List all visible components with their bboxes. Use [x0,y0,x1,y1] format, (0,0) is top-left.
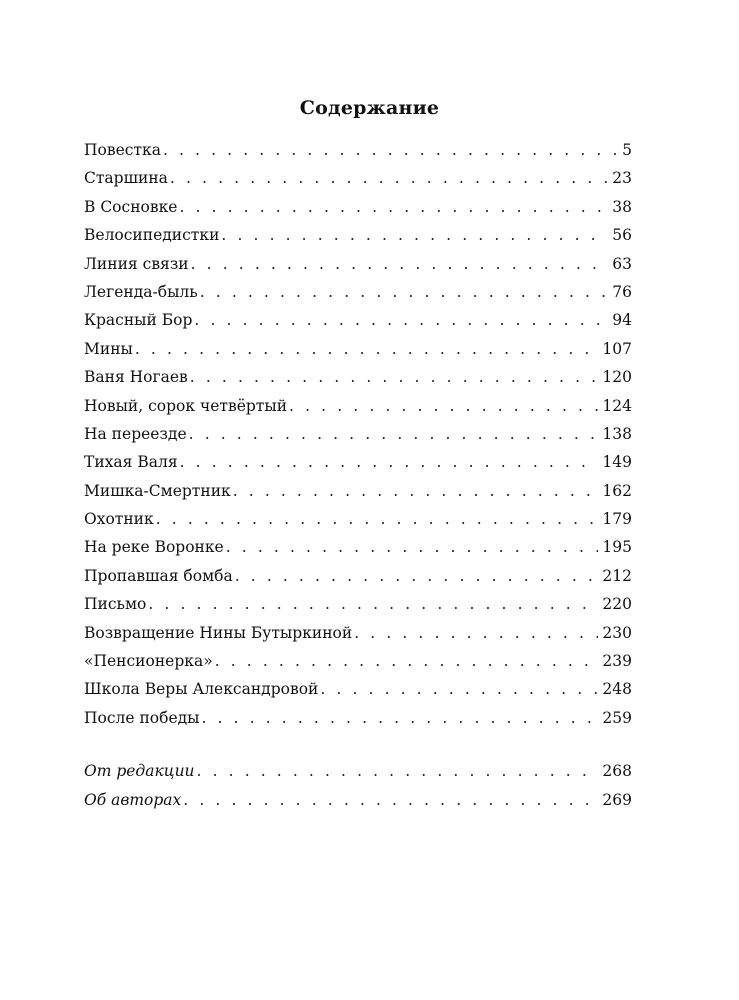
toc-entry [84,675,632,703]
dot-leader [197,757,599,785]
toc-entry [84,562,632,590]
toc-entry-page: 63 [612,254,632,273]
dot-leader [194,306,608,334]
dot-leader [202,704,599,732]
toc-entry-title: Об авторах [84,790,182,809]
dot-leader [135,335,599,363]
dot-leader [189,420,599,448]
dot-leader [190,363,599,391]
toc-entry [84,619,632,647]
toc-entry-title: На реке Воронке [84,538,224,557]
dot-leader [215,647,599,675]
toc-entry-title: Старшина [84,169,168,188]
dot-leader [200,278,609,306]
toc-entry-page: 107 [602,339,632,358]
toc-appendix-entry [84,786,632,814]
page-title: Содержание [299,97,440,119]
toc-entry-page: 120 [602,368,632,387]
dot-leader [191,250,609,278]
toc-entry [84,647,632,675]
toc-entry [84,306,632,334]
toc-entry [84,448,632,476]
toc-entry-title: После победы [84,708,200,727]
dot-leader [233,477,599,505]
dot-leader [163,136,618,164]
toc-entry [84,193,632,221]
toc-entry-title: Мишка-Смертник [84,481,231,500]
toc-entry-page: 269 [602,790,632,809]
dot-leader [320,675,598,703]
toc-entry [84,335,632,363]
dot-leader [170,164,608,192]
toc-entry-title: Школа Веры Александровой [84,680,319,699]
toc-entry-page: 76 [612,282,632,301]
dot-leader [180,448,599,476]
toc-entry-page: 220 [602,595,632,614]
toc-entry-title: Велосипедистки [84,226,220,245]
toc-entry-page: 23 [612,169,632,188]
toc-entry [84,533,632,561]
toc-entry-page: 230 [602,623,632,642]
dot-leader [221,221,608,249]
toc-entry-page: 179 [602,510,632,529]
toc-entry-title: Новый, сорок четвёртый [84,396,288,415]
toc-entry [84,505,632,533]
toc-entry [84,590,632,618]
dot-leader [183,786,598,814]
toc-entry [84,704,632,732]
toc-entry-title: Ваня Ногаев [84,368,188,387]
toc-entry-page: 5 [622,141,632,159]
toc-entry [84,221,632,249]
toc-entry [84,136,632,164]
toc-entry [84,392,632,420]
toc-entry-title: В Сосновке [84,197,178,216]
toc-entry-title: Возвращение Нины Бутыркиной [84,623,353,642]
toc-entry-title: От редакции [84,762,195,781]
toc-entry-page: 38 [612,197,632,216]
toc-entry-title: «Пенсионерка» [84,652,213,671]
toc-entry-page: 56 [612,226,632,245]
toc-entry-page: 94 [612,311,632,330]
toc-entry-page: 149 [602,453,632,472]
dot-leader [226,533,599,561]
toc-entry-page: 138 [602,424,632,443]
dot-leader [156,505,599,533]
toc-entry [84,278,632,306]
toc-entry-page: 259 [602,708,632,727]
toc-entry-page: 239 [602,652,632,671]
toc-entry-title: Мины [84,339,133,358]
toc-entry-title: Красный Бор [84,311,193,330]
toc-entry-page: 248 [602,680,632,699]
dot-leader [354,619,598,647]
toc-appendix-entry [84,757,632,785]
toc-entry-page: 162 [602,481,632,500]
toc-entry [84,250,632,278]
toc-entry-title: Охотник [84,510,154,529]
dot-leader [289,392,598,420]
toc-entry-page: 212 [602,566,632,585]
dot-leader [148,590,598,618]
toc-entry-title: Линия связи [84,254,189,273]
toc-entry-title: Пропавшая бомба [84,566,233,585]
toc-entry [84,420,632,448]
toc-entry [84,477,632,505]
toc-entry [84,164,632,192]
toc-entry [84,363,632,391]
dot-leader [235,562,599,590]
dot-leader [179,193,608,221]
toc-entry-title: Легенда-быль [84,282,198,301]
toc-entry-page: 195 [602,538,632,557]
toc-entry-title: На переезде [84,424,187,443]
toc-entry-page: 124 [602,396,632,415]
toc-entry-title: Повестка [84,141,161,159]
table-of-contents [84,136,632,814]
toc-entry-title: Тихая Валя [84,453,178,472]
toc-entry-page: 268 [602,762,632,781]
toc-entry-title: Письмо [84,595,147,614]
